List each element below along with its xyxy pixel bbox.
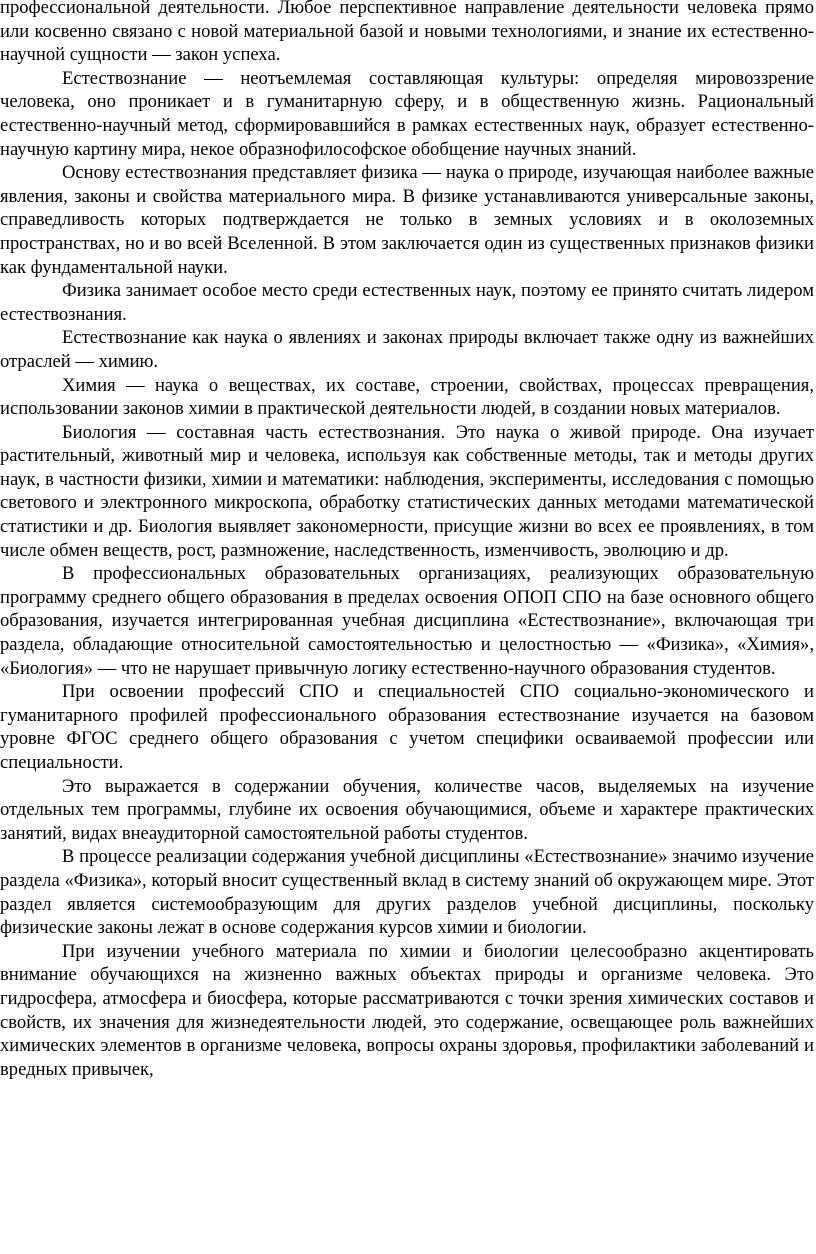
paragraph-natural-science-culture: Естествознание — неотъемлемая составляющая культуры: определяя мировоззрение человека, оно проникает и в гуманитарную сферу, и в общественную жизнь. Рациональный естественно-научный метод, сформировавшийся в рамках естественных наук, образует естественно-научную картину мира, некое образнофилософское обобщение научных знаний. bbox=[0, 67, 814, 160]
paragraph-physics-section: В процессе реализации содержания учебной дисциплины «Естествознание» значимо изучение раздела «Физика», который вносит существенный вклад в систему знаний об окружающем мире. Этот раздел является системообразующим для других разделов учебной дисциплины, поскольку физические законы лежат в основе содержания курсов химии и биологии. bbox=[0, 846, 814, 939]
paragraph-spo-professions: При освоении профессий СПО и специальностей СПО социально-экономического и гуманитарного профилей профессионального образования естествознание изучается на базовом уровне ФГОС среднего общего образования с учетом специфики осваиваемой профессии или специальности. bbox=[0, 681, 814, 773]
paragraph-biology: Биология — составная часть естествознания. Это наука о живой природе. Она изучает растительный, животный мир и человека, используя как собственные методы, так и методы других наук, в частности физики, химии и математики: наблюдения, эксперименты, исследования с помощью светового и электронного микроскопа, обработку статистических данных методами математической статистики и др. Биология выявляет закономерности, присущие жизни во всех ее проявлениях, в том числе обмен веществ, рост, размножение, наследственность, изменчивость, эволюцию и др. bbox=[0, 421, 814, 561]
paragraph-physics-basis: Основу естествознания представляет физика — наука о природе, изучающая наиболее важные явления, законы и свойства материального мира. В физике устанавливаются универсальные законы, справедливость которых подтверждается не только в земных условиях и в околоземных пространствах, но и во всей Вселенной. В этом заключается один из существенных признаков физики как фундаментальной науки. bbox=[0, 162, 814, 278]
paragraph-chemistry-branch: Естествознание как наука о явлениях и законах природы включает также одну из важнейших отраслей — химию. bbox=[0, 327, 814, 372]
paragraph-chemistry-biology-study: При изучении учебного материала по химии и биологии целесообразно акцентировать внимание обучающихся на жизненно важных объектах природы и организме человека. Это гидросфера, атмосфера и биосфера, которые рассматриваются с точки зрения химических составов и свойств, их значения для жизнедеятельности людей, это содержание, освещающее роль важнейших химических элементов в организме человека, вопросы охраны здоровья, профилактики заболеваний и вредных привычек, bbox=[0, 940, 814, 1080]
paragraph-continuation: профессиональной деятельности. Любое перспективное направление деятельности человека прямо или косвенно связано с новой материальной базой и новыми технологиями, и знание их естественно-научной сущности — закон успеха. bbox=[0, 0, 814, 66]
paragraph-expression: Это выражается в содержании обучения, количестве часов, выделяемых на изучение отдельных тем программы, глубине их освоения обучающимися, объеме и характере практических занятий, видах внеаудиторной самостоятельной работы студентов. bbox=[0, 775, 814, 844]
paragraph-physics-leader: Физика занимает особое место среди естественных наук, поэтому ее принято считать лидером естествознания. bbox=[0, 280, 814, 325]
paragraph-professional-organizations: В профессиональных образовательных организациях, реализующих образовательную программу среднего общего образования в пределах освоения ОПОП СПО на базе основного общего образования, изучается интегрированная учебная дисциплина «Естествознание», включающая три раздела, обладающие относительной самостоятельностью и целостностью — «Физика», «Химия», «Биология» — что не нарушает привычную логику естественно-научного образования студентов. bbox=[0, 563, 814, 679]
paragraph-chemistry-definition: Химия — наука о веществах, их составе, строении, свойствах, процессах превращения, использовании законов химии в практической деятельности людей, в создании новых материалов. bbox=[0, 374, 814, 420]
